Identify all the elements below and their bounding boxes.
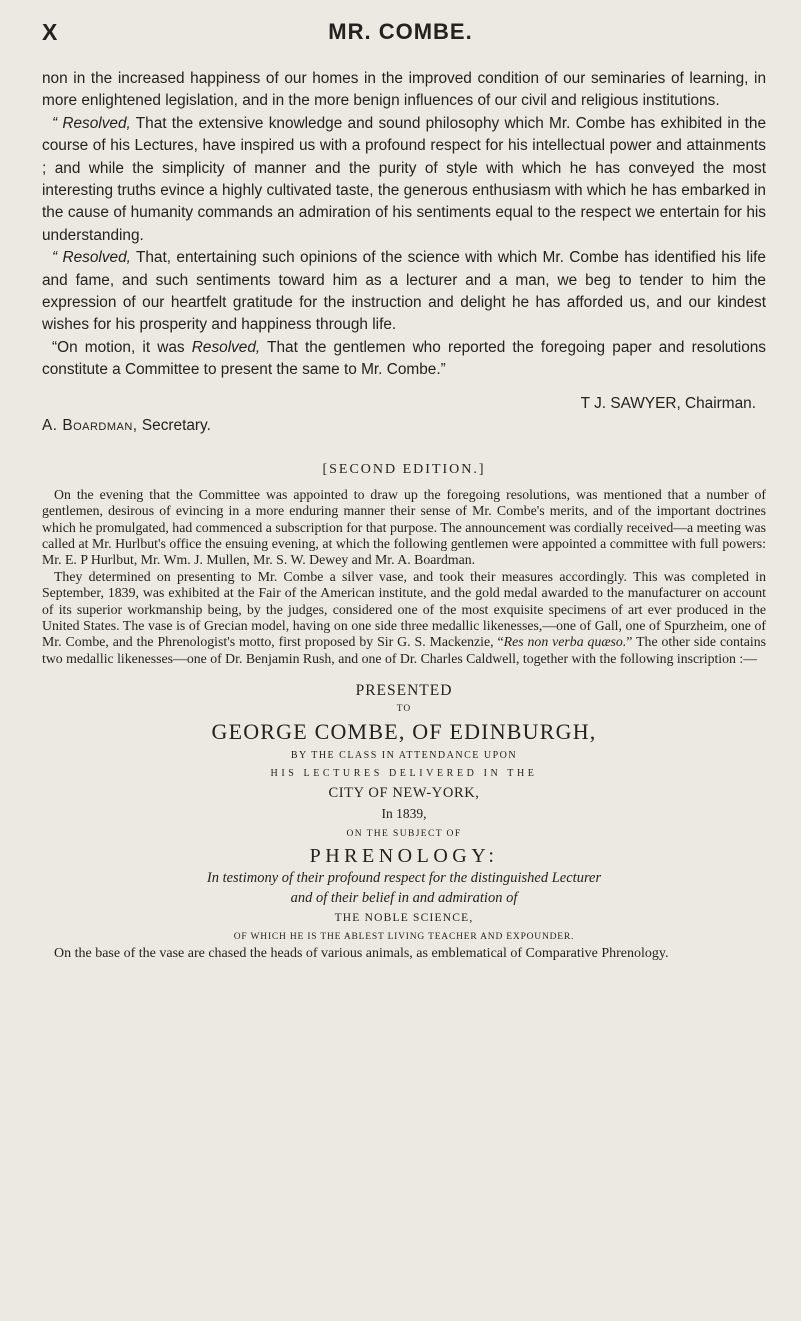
resolution-text: That, entertaining such opinions of the science with which Mr. Combe has identified his life and fame, and such sentiments toward him as a lecturer and a man, we beg to tender to him the expression of our heartfelt gratitude for the instruction and delight he has afforded us, and our kindest wishes for his prosperity and happiness through life. xyxy=(42,249,766,334)
narrative-section xyxy=(42,487,766,667)
secretary-title: Secretary. xyxy=(137,416,211,434)
inscription-city: CITY OF NEW-YORK, xyxy=(328,785,480,802)
page-body xyxy=(42,68,766,963)
motion-intro: “On motion, it was xyxy=(52,338,192,356)
edition-note: [SECOND EDITION.] xyxy=(322,461,486,477)
resolution-text: That the extensive knowledge and sound philosophy which Mr. Combe has exhibited in the course of his Lectures, have inspired us with a profound respect for his intellectual power and attainments ; and while the simplicity of manner and the purity of style with which he has conveyed the most interesting truths evince a highly cultivated taste, the generous enthusiasm with which he has embarked in the cause of humanity commands an admiration of his sentiments equal to the respect we entertain for his understanding. xyxy=(42,114,766,244)
resolved-lead: “ Resolved, xyxy=(52,114,131,132)
inscription-to: TO xyxy=(396,704,412,715)
running-title: MR. COMBE. xyxy=(328,19,473,44)
inscription-belief: and of their belief in and admiration of xyxy=(290,890,518,907)
motto: Res non verba quæso. xyxy=(503,634,627,650)
inscription-science: PHRENOLOGY: xyxy=(309,845,499,868)
continuation-paragraph: non in the increased happiness of our homes in the improved condition of our seminaries of learning, in more enlightened legislation, and in the more benign influences of our civil and religious institutions. xyxy=(42,70,766,110)
inscription-lectures: HIS LECTURES DELIVERED IN THE xyxy=(270,768,538,780)
closing-paragraph: On the base of the vase are chased the heads of various animals, as emblematical of Comparative Phrenology. xyxy=(54,946,669,962)
resolution-paragraph-1 xyxy=(42,113,766,247)
narrative-paragraph-2 xyxy=(42,569,766,667)
inscription-subject: ON THE SUBJECT OF xyxy=(346,829,462,840)
motion-text: That the gentlemen who reported the foregoing paper and resolutions constitute a Committee to present the same to Mr. Combe.” xyxy=(42,338,767,379)
chairman-signature-row xyxy=(42,393,766,415)
inscription-year: In 1839, xyxy=(381,806,427,822)
secretary-name: A. Boardman, xyxy=(42,416,138,434)
chairman-signature: T J. SAWYER, Chairman. xyxy=(580,394,756,412)
inscription-noble-science: THE NOBLE SCIENCE, xyxy=(334,912,474,925)
inscription-by-class: BY THE CLASS IN ATTENDANCE UPON xyxy=(290,750,518,762)
narrative-text: ” The other side contains two medallic likenesses—one of Dr. Benjamin Rush, and one of Dr. Charles Caldwell, together with the following inscription :— xyxy=(42,634,766,666)
inscription-presented: PRESENTED xyxy=(355,682,453,700)
inscription-teacher: OF WHICH HE IS THE ABLEST LIVING TEACHER AND EXPOUNDER. xyxy=(233,932,575,943)
secretary-signature-row xyxy=(42,415,766,437)
resolution-paragraph-2 xyxy=(42,247,766,337)
narrative-paragraph-1: On the evening that the Committee was appointed to draw up the foregoing resolutions, was mentioned that a number of gentlemen, desirous of evincing in a more enduring manner their sense of Mr. Combe's merits, and of the important doctrines which he promulgated, had commenced a subscription for that purpose. The announcement was cordially received—a meeting was called at Mr. Hurlbut's office the ensuing evening, at which the following gentlemen were appointed a committee with full powers: Mr. E. P Hurlbut, Mr. Wm. J. Mullen, Mr. S. W. Dewey and Mr. A. Boardman. xyxy=(42,486,766,568)
vase-inscription xyxy=(42,681,766,946)
motion-paragraph xyxy=(42,337,766,382)
inscription-recipient: GEORGE COMBE, OF EDINBURGH, xyxy=(211,719,597,745)
inscription-testimony: In testimony of their profound respect for the distinguished Lecturer xyxy=(206,870,602,887)
page-header xyxy=(0,19,801,49)
resolved-lead: Resolved, xyxy=(191,338,261,356)
page-number: X xyxy=(42,19,59,45)
narrative-text: They determined on presenting to Mr. Combe a silver vase, and took their measures accordingly. This was completed in September, 1839, was exhibited at the Fair of the American institute, and the gold medal awarded to the manufacturer on account of its superior workmanship being, by the judges, considered one of the most exquisite specimens of art ever produced in the United States. The vase is of Grecian model, having on one side three medallic likenesses,—one of Gall, one of Spurzheim, one of Mr. Combe, and the Phrenologist's motto, first proposed by Sir G. S. Mackenzie, “ xyxy=(42,568,766,650)
resolved-lead: “ Resolved, xyxy=(52,249,131,267)
